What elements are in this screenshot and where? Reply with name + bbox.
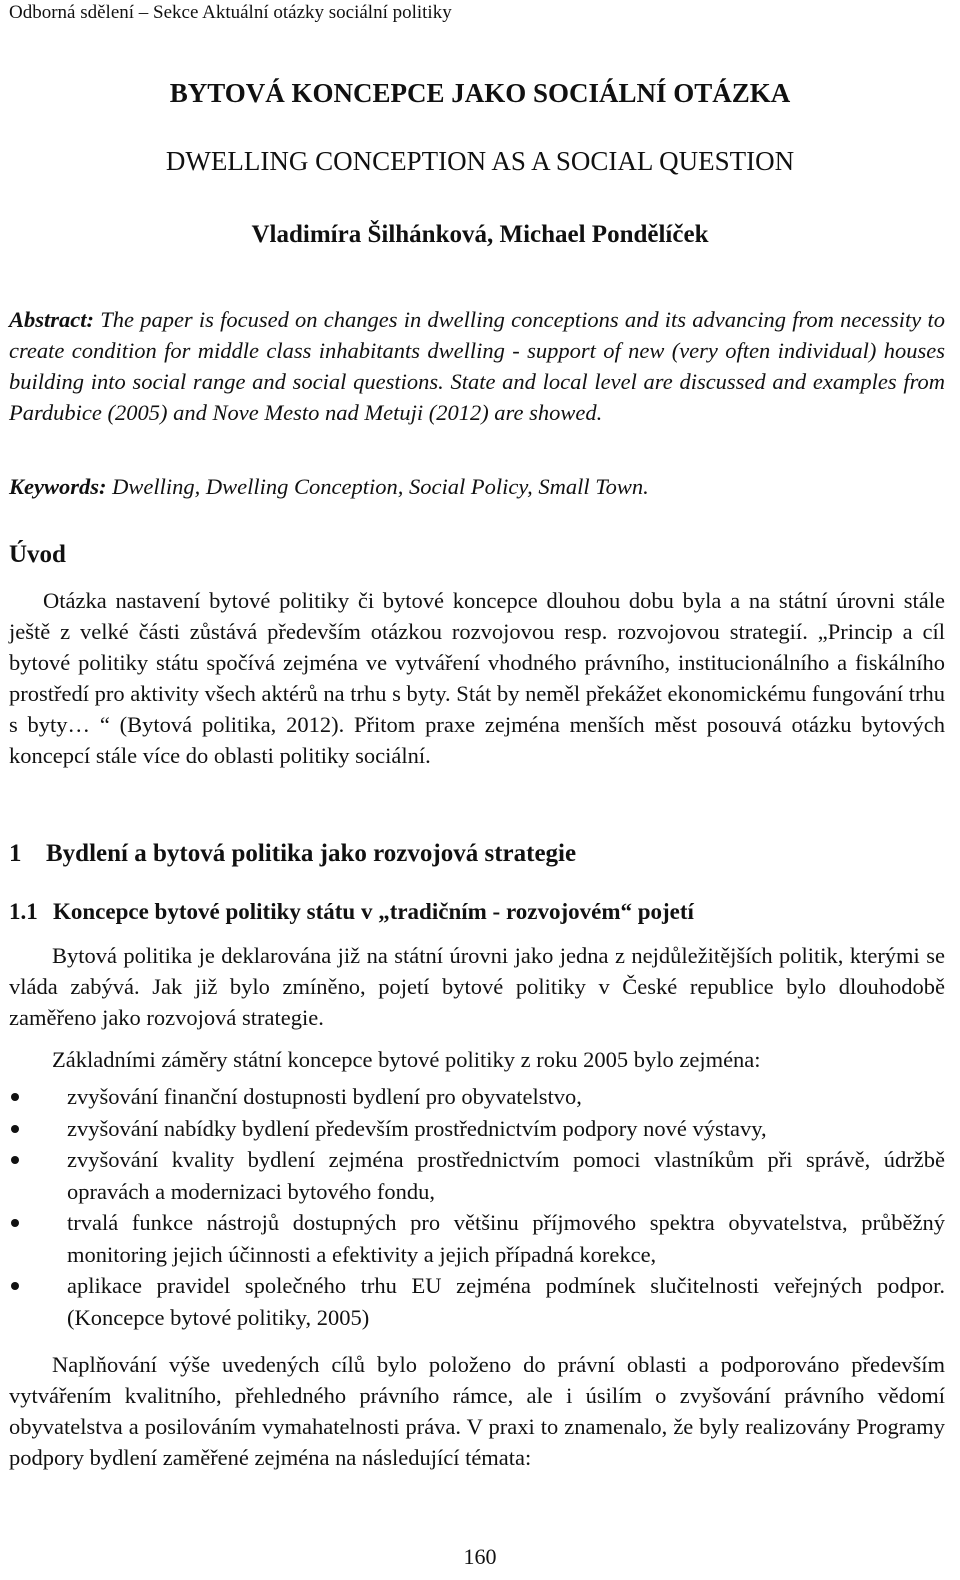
section-1-1-title: Koncepce bytové politiky státu v „tradičním - rozvojovém“ pojetí bbox=[53, 899, 694, 924]
abstract-text: The paper is focused on changes in dwelling conceptions and its advancing from necessity to create condition for middle class inhabitants dwelling - support of new (very often individual) houses building into social range and social questions. State and local level are discussed and examples from Pardubice (2005) and Nove Mesto nad Metuji (2012) are showed. bbox=[9, 307, 945, 425]
running-header: Odborná sdělení – Sekce Aktuální otázky sociální politiky bbox=[9, 2, 452, 23]
list-item bbox=[9, 1270, 945, 1333]
page-number: 160 bbox=[463, 1544, 497, 1569]
list-item bbox=[9, 1207, 945, 1270]
bullet-icon bbox=[11, 1093, 19, 1101]
keywords bbox=[9, 472, 945, 502]
list-item bbox=[9, 1113, 945, 1145]
section-1-heading bbox=[9, 838, 576, 870]
section-1-1-heading bbox=[9, 896, 694, 928]
article-title: BYTOVÁ KONCEPCE JAKO SOCIÁLNÍ OTÁZKA bbox=[169, 78, 791, 108]
abstract-label: Abstract: bbox=[9, 307, 95, 332]
list-item-text: trvalá funkce nástrojů dostupných pro většinu příjmového spektra obyvatelstva, průběžný monitoring jejich účinnosti a efektivity a jejich případná korekce, bbox=[67, 1210, 945, 1267]
article-title-english: DWELLING CONCEPTION AS A SOCIAL QUESTION bbox=[165, 146, 795, 176]
section-1-title: Bydlení a bytová politika jako rozvojová strategie bbox=[46, 840, 577, 867]
section-1-1-paragraph-2: Základními záměry státní koncepce bytové politiky z roku 2005 bylo zejména: bbox=[52, 1047, 761, 1072]
bullet-icon bbox=[11, 1125, 19, 1133]
goals-list bbox=[9, 1081, 945, 1333]
list-item-text: zvyšování nabídky bydlení především prostřednictvím podpory nové výstavy, bbox=[67, 1115, 767, 1141]
keywords-label: Keywords: bbox=[9, 474, 107, 499]
section-1-1-paragraph-1: Bytová politika je deklarována již na státní úrovni jako jedna z nejdůležitějších politik, kterými se vláda zabývá. Jak již bylo zmíněno, pojetí bytové politiky v České republice bylo dlouhodobě zaměřeno jako rozvojová strategie. bbox=[9, 943, 945, 1030]
list-item-text: zvyšování finanční dostupnosti bydlení pro obyvatelstvo, bbox=[67, 1084, 582, 1109]
abstract bbox=[9, 304, 945, 428]
section-1-number: 1 bbox=[9, 840, 22, 867]
intro-heading: Úvod bbox=[9, 541, 66, 568]
keywords-text: Dwelling, Dwelling Conception, Social Policy, Small Town. bbox=[106, 474, 649, 499]
list-item-text: aplikace pravidel společného trhu EU zejména podmínek slučitelnosti veřejných podpor. (Koncepce bytové politiky, 2005) bbox=[67, 1273, 945, 1330]
bullet-icon bbox=[11, 1156, 19, 1164]
section-1-1-paragraph-3: Naplňování výše uvedených cílů bylo položeno do právní oblasti a podporováno především vytvářením kvalitního, přehledného právního rámce, ale i úsilím o zvyšování právního vědomí obyvatelstva a posilováním vymahatelnosti práva. V praxi to znamenalo, že byly realizovány Programy podpory bydlení zaměřené zejména na následující témata: bbox=[9, 1352, 945, 1470]
list-item bbox=[9, 1081, 945, 1113]
section-1-1-number: 1.1 bbox=[9, 899, 38, 924]
bullet-icon bbox=[11, 1219, 19, 1227]
article-authors: Vladimíra Šilhánková, Michael Pondělíček bbox=[251, 221, 709, 248]
bullet-icon bbox=[11, 1282, 19, 1290]
intro-paragraph: Otázka nastavení bytové politiky či bytové koncepce dlouhou dobu byla a na státní úrovni stále ještě z velké části zůstává především otázkou rozvojovou resp. rozvojovou strategií. „Princip a cíl bytové politiky státu spočívá zejména ve vytváření vhodného právního, institucionálního a fiskálního prostředí pro aktivity všech aktérů na trhu s byty. Stát by neměl překážet ekonomickému fungování trhu s byty… “ (Bytová politika, 2012). Přitom praxe zejména menších měst posouvá otázku bytových koncepcí stále více do oblasti politiky sociální. bbox=[9, 588, 945, 768]
list-item bbox=[9, 1144, 945, 1207]
list-item-text: zvyšování kvality bydlení zejména prostřednictvím pomoci vlastníkům při správě, údržbě opravách a modernizaci bytového fondu, bbox=[67, 1147, 945, 1204]
